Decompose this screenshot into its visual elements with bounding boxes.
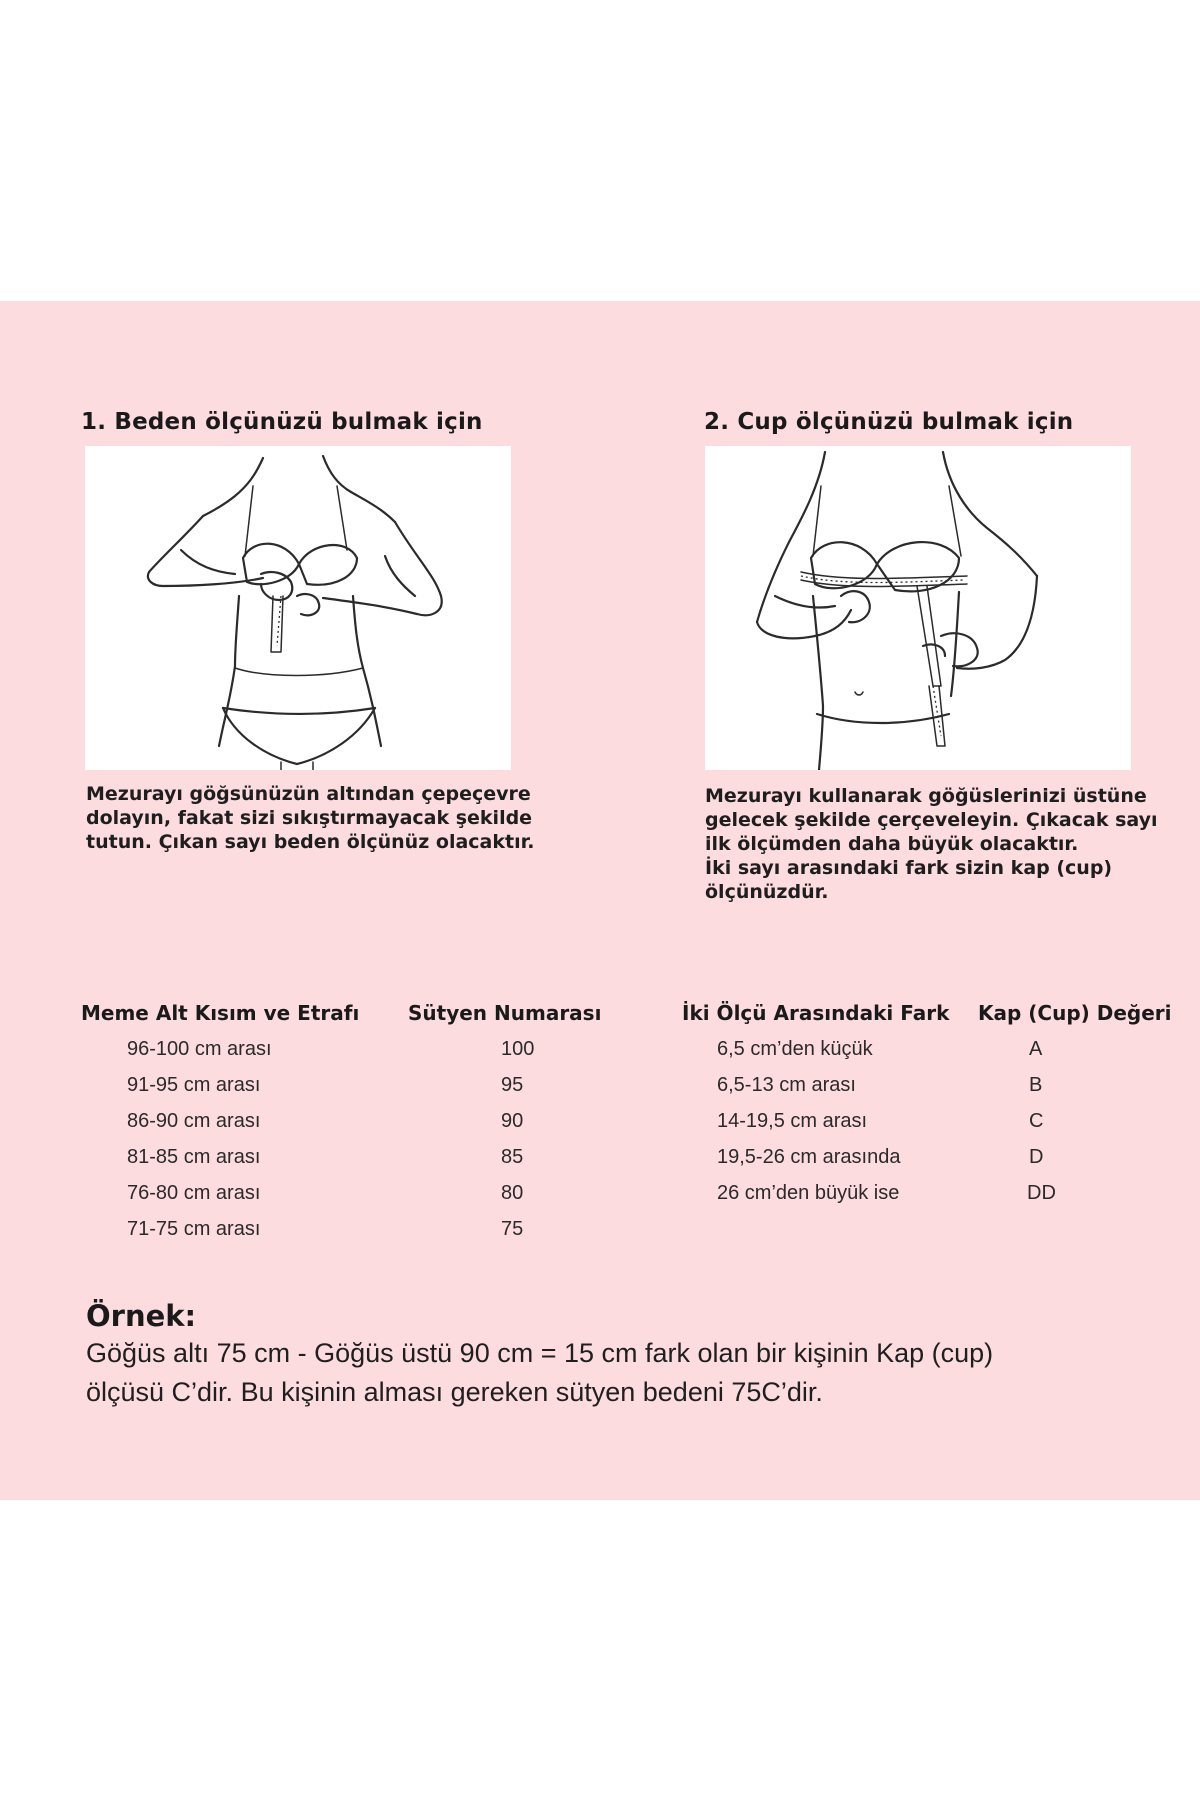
step1-title: 1. Beden ölçünüzü bulmak için (81, 409, 483, 435)
example-line: Göğüs altı 75 cm - Göğüs üstü 90 cm = 15 cm fark olan bir kişinin Kap (cup) (86, 1338, 994, 1368)
table-cell: 80 (501, 1182, 524, 1204)
table-cell: 75 (501, 1218, 524, 1240)
table-row: 6,5 cm’den küçük (717, 1038, 873, 1060)
table-row: 91-95 cm arası (127, 1074, 261, 1096)
step2-desc-line: ilk ölçümden daha büyük olacaktır. (705, 833, 1079, 855)
step1-desc-line: tutun. Çıkan sayı beden ölçünüz olacaktır. (86, 831, 535, 853)
table-row: 6,5-13 cm arası (717, 1074, 856, 1096)
step2-desc-line: Mezurayı kullanarak göğüslerinizi üstüne (705, 785, 1147, 807)
cup-table-header-cup: Kap (Cup) Değeri (978, 1001, 1172, 1025)
step2-description (705, 784, 1158, 904)
size-table-header-size: Sütyen Numarası (408, 1001, 602, 1025)
table-row: 26 cm’den büyük ise (717, 1182, 900, 1204)
table-cell: D (1029, 1146, 1044, 1168)
example-title: Örnek: (86, 1299, 197, 1333)
step1-illustration (85, 446, 511, 770)
step1-desc-line: Mezurayı göğsünüzün altından çepeçevre (86, 783, 531, 805)
table-cell: DD (1027, 1182, 1056, 1204)
step2-illustration (705, 446, 1131, 770)
band-measure-figure-icon (85, 446, 511, 770)
table-cell: 100 (501, 1038, 535, 1060)
table-row: 81-85 cm arası (127, 1146, 261, 1168)
example-line: ölçüsü C’dir. Bu kişinin alması gereken sütyen bedeni 75C’dir. (86, 1377, 823, 1407)
cup-table-header-difference: İki Ölçü Arasındaki Fark (682, 1001, 950, 1025)
cup-measure-figure-icon (705, 446, 1131, 770)
table-row: 86-90 cm arası (127, 1110, 261, 1132)
table-row: 14-19,5 cm arası (717, 1110, 868, 1132)
table-cell: 85 (501, 1146, 524, 1168)
table-row: 19,5-26 cm arasında (717, 1146, 901, 1168)
step2-desc-line: ölçünüzdür. (705, 881, 829, 903)
table-row: 96-100 cm arası (127, 1038, 272, 1060)
table-row: 71-75 cm arası (127, 1218, 261, 1240)
table-row: 76-80 cm arası (127, 1182, 261, 1204)
table-cell: A (1029, 1038, 1043, 1060)
step2-desc-line: gelecek şekilde çerçeveleyin. Çıkacak sayı (705, 809, 1158, 831)
table-cell: C (1029, 1110, 1044, 1132)
table-cell: 90 (501, 1110, 524, 1132)
table-cell: B (1029, 1074, 1043, 1096)
table-cell: 95 (501, 1074, 524, 1096)
step1-description (86, 782, 534, 854)
step2-desc-line: İki sayı arasındaki fark sizin kap (cup) (705, 857, 1113, 879)
size-table-header-underbust: Meme Alt Kısım ve Etrafı (81, 1001, 360, 1025)
step2-title: 2. Cup ölçünüzü bulmak için (704, 409, 1074, 435)
step1-desc-line: dolayın, fakat sizi sıkıştırmayacak şekilde (86, 807, 533, 829)
